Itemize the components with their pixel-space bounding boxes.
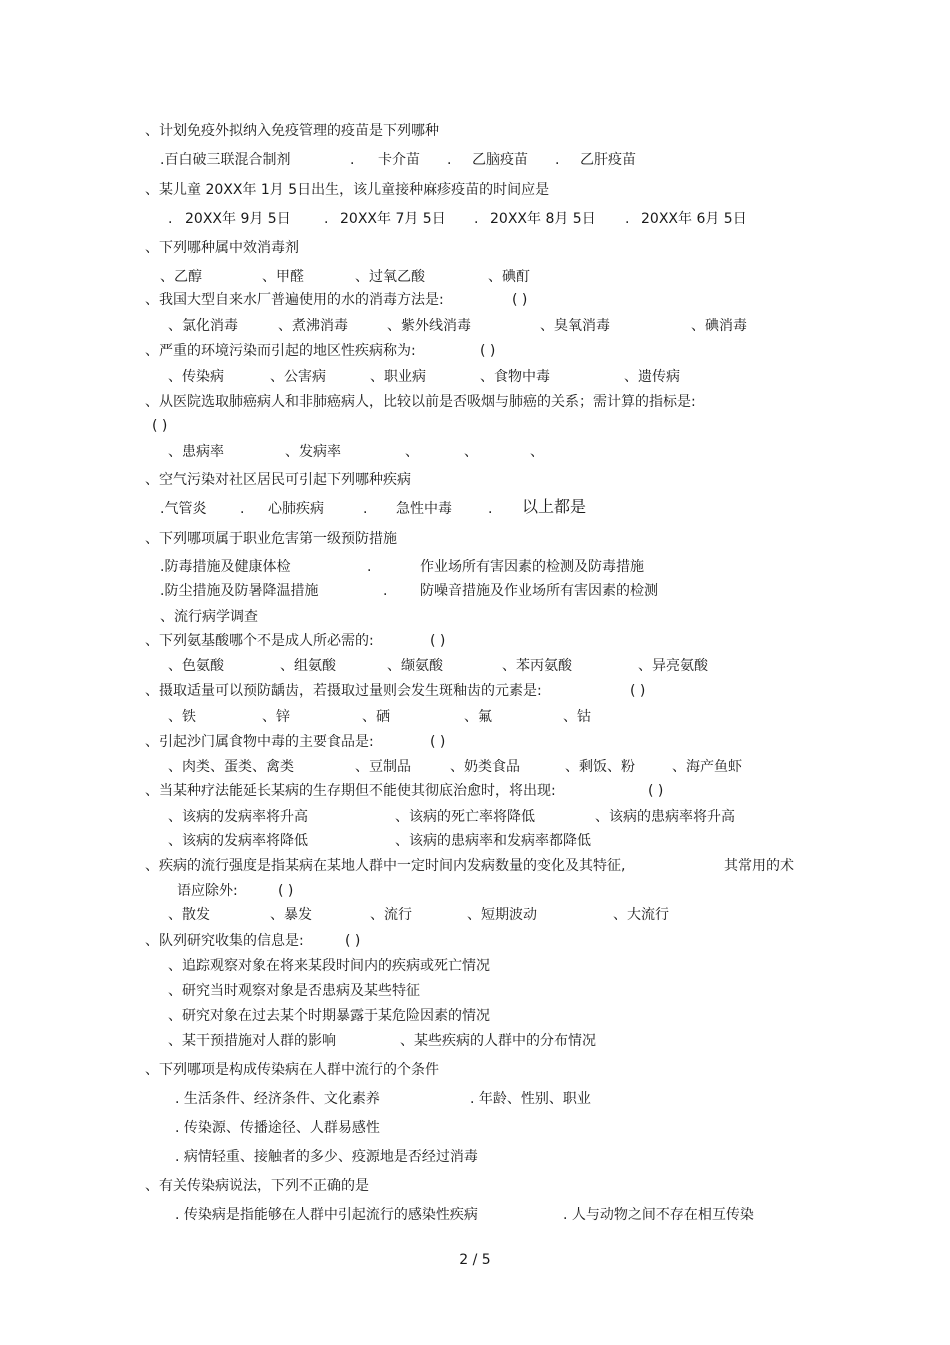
option: 、追踪观察对象在将来某段时间内的疾病或死亡情况 [168, 958, 490, 974]
option: 20XX年 6月 5日 [641, 211, 747, 227]
option: 、组氨酸 [280, 658, 336, 674]
option: . 年龄、性别、职业 [470, 1091, 591, 1107]
answer-paren: ( ) [630, 683, 646, 699]
option: 、煮沸消毒 [278, 318, 348, 334]
option: 、过氧乙酸 [355, 269, 425, 285]
answer-paren: ( ) [430, 633, 446, 649]
option: . 传染源、传播途径、人群易感性 [175, 1120, 380, 1136]
option: 、臭氧消毒 [540, 318, 610, 334]
option: 、豆制品 [355, 759, 411, 775]
option: 、碘消毒 [691, 318, 747, 334]
option: 乙脑疫苗 [472, 152, 528, 168]
option: . 病情轻重、接触者的多少、疫源地是否经过消毒 [175, 1149, 478, 1165]
option: 、硒 [362, 709, 390, 725]
option: 、暴发 [270, 907, 312, 923]
option: 、 [530, 444, 544, 460]
option: . 人与动物之间不存在相互传染 [563, 1207, 754, 1223]
option: 、散发 [168, 907, 210, 923]
answer-paren: ( ) [278, 883, 294, 899]
option: 、乙醇 [160, 269, 202, 285]
option: 20XX年 8月 5日 [490, 211, 596, 227]
option: 、该病的发病率将升高 [168, 809, 308, 825]
option: 、某些疾病的人群中的分布情况 [400, 1033, 596, 1049]
option: 、异亮氨酸 [638, 658, 708, 674]
option: 、流行病学调查 [160, 609, 258, 625]
option: 、该病的死亡率将降低 [395, 809, 535, 825]
option: 、钴 [563, 709, 591, 725]
answer-paren: ( ) [345, 933, 361, 949]
option: 以上都是 [522, 497, 587, 516]
answer-paren: ( ) [430, 734, 446, 750]
option: 、该病的发病率将降低 [168, 833, 308, 849]
option: 、公害病 [270, 369, 326, 385]
option: 防噪音措施及作业场所有害因素的检测 [420, 583, 658, 599]
answer-paren: ( ) [512, 292, 528, 308]
page-number: 2 / 5 [459, 1252, 491, 1268]
option: 、发病率 [285, 444, 341, 460]
answer-paren: ( ) [648, 783, 664, 799]
option: 、铁 [168, 709, 196, 725]
option: 、碘酊 [488, 269, 530, 285]
answer-paren: ( ) [480, 343, 496, 359]
option: 、短期波动 [467, 907, 537, 923]
option: 卡介苗 [378, 152, 420, 168]
option: 20XX年 7月 5日 [340, 211, 446, 227]
option: 、氟 [464, 709, 492, 725]
option: 、氯化消毒 [168, 318, 238, 334]
option: 、该病的患病率将升高 [595, 809, 735, 825]
option: . 生活条件、经济条件、文化素养 [175, 1091, 380, 1107]
option: 、肉类、蛋类、禽类 [168, 759, 294, 775]
option: 、食物中毒 [480, 369, 550, 385]
option: 急性中毒 [396, 501, 452, 517]
option: 、锌 [262, 709, 290, 725]
option: 、紫外线消毒 [387, 318, 471, 334]
option: 、流行 [370, 907, 412, 923]
option: 、患病率 [168, 444, 224, 460]
option: .防毒措施及健康体检 [160, 559, 291, 575]
option: 、研究对象在过去某个时期暴露于某危险因素的情况 [168, 1008, 490, 1024]
option: .防尘措施及防暑降温措施 [160, 583, 319, 599]
option: 、剩饭、粉 [565, 759, 635, 775]
option: 、大流行 [613, 907, 669, 923]
option: 、奶类食品 [450, 759, 520, 775]
option: .百白破三联混合制剂 [160, 152, 291, 168]
option: 、 [405, 444, 419, 460]
option: 、 [464, 444, 478, 460]
option: 作业场所有害因素的检测及防毒措施 [420, 559, 644, 575]
option: 、海产鱼虾 [672, 759, 742, 775]
option: 20XX年 9月 5日 [185, 211, 291, 227]
option: 、缬氨酸 [387, 658, 443, 674]
option: 、甲醛 [262, 269, 304, 285]
option: 、职业病 [370, 369, 426, 385]
option: 、某干预措施对人群的影响 [168, 1033, 336, 1049]
option: 、遗传病 [624, 369, 680, 385]
option: . 传染病是指能够在人群中引起流行的感染性疾病 [175, 1207, 478, 1223]
option: 乙肝疫苗 [580, 152, 636, 168]
option: 、传染病 [168, 369, 224, 385]
option: .气管炎 [160, 501, 207, 517]
option: 、色氨酸 [168, 658, 224, 674]
option: 心肺疾病 [268, 501, 324, 517]
option: 、该病的患病率和发病率都降低 [395, 833, 591, 849]
option: 、研究当时观察对象是否患病及某些特征 [168, 983, 420, 999]
option: 、苯丙氨酸 [502, 658, 572, 674]
